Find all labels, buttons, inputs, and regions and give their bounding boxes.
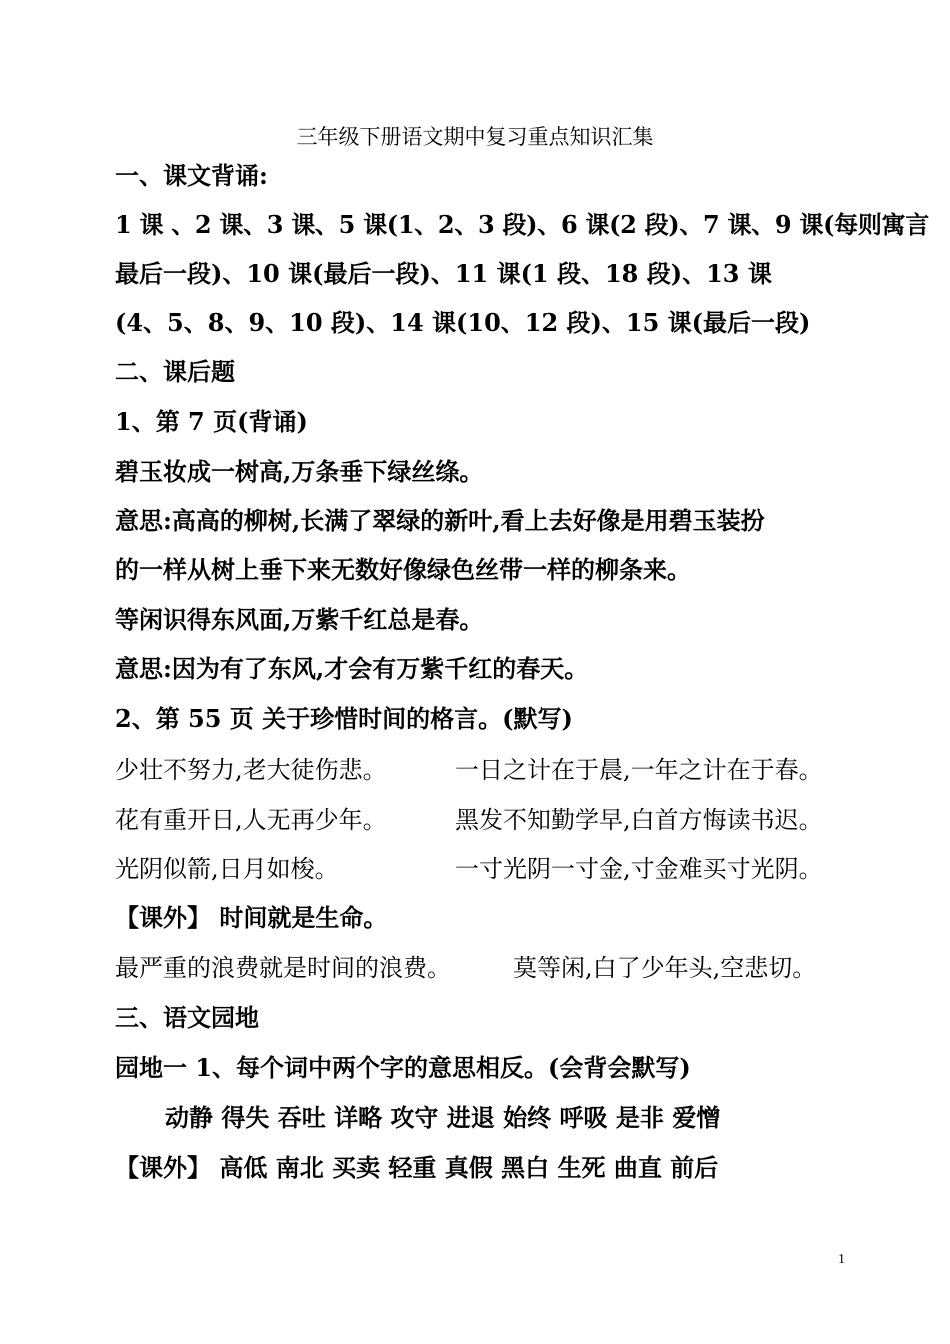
antonym-words: 动静 得失 吞吐 详略 攻守 进退 始终 呼吸 是非 爱憎	[165, 1103, 721, 1132]
recite-line-3: (4、5、8、9、10 段)、14 课(10、12 段)、15 课(最后一段)	[115, 308, 811, 337]
item1-heading: 1、第 7 页(背诵)	[115, 407, 308, 436]
page-title: 三年级下册语文期中复习重点知识汇集	[296, 125, 654, 149]
poem-line-1: 碧玉妆成一树高,万条垂下绿丝绦。	[115, 457, 484, 486]
motto-row-4	[115, 952, 817, 984]
extra-label: 【课外】	[115, 903, 211, 932]
meaning-line-2: 的一样从树上垂下来无数好像绿色丝带一样的柳条来。	[115, 555, 691, 584]
meaning-line-1: 意思:高高的柳树,长满了翠绿的新叶,看上去好像是用碧玉装扮	[115, 506, 765, 535]
section2-heading: 二、课后题	[115, 357, 235, 386]
extra-words: 高低 南北 买卖 轻重 真假 黑白 生死 曲直 前后	[211, 1153, 719, 1182]
extra-text: 时间就是生命。	[211, 903, 388, 932]
motto-row-3	[115, 853, 823, 885]
meaning-line-3: 意思:因为有了东风,才会有万紫千红的春天。	[115, 654, 589, 683]
recite-line-1: 1 课 、2 课、3 课、5 课(1、2、3 段)、6 课(2 段)、7 课、9 课(每则寓言	[115, 210, 929, 239]
section1-heading: 一、课文背诵:	[115, 161, 268, 190]
extra-motto-line	[115, 902, 387, 934]
motto-row-1	[115, 754, 823, 786]
extra-label: 【课外】	[115, 1153, 211, 1182]
page-number: 1	[838, 1252, 845, 1267]
motto-left: 花有重开日,人无再少年。	[115, 806, 387, 834]
motto-right: 莫等闲,白了少年头,空悲切。	[513, 954, 817, 982]
motto-right: 一日之计在于晨,一年之计在于春。	[455, 756, 823, 784]
motto-left: 最严重的浪费就是时间的浪费。	[115, 954, 451, 982]
extra-words-line	[115, 1152, 718, 1184]
recite-line-2: 最后一段)、10 课(最后一段)、11 课(1 段、18 段)、13 课	[115, 259, 772, 288]
item2-heading: 2、第 55 页 关于珍惜时间的格言。(默写)	[115, 704, 573, 733]
motto-left: 光阴似箭,日月如梭。	[115, 855, 339, 883]
garden1-line: 园地一 1、每个词中两个字的意思相反。(会背会默写)	[115, 1053, 691, 1082]
motto-right: 黑发不知勤学早,白首方悔读书迟。	[455, 806, 823, 834]
motto-right: 一寸光阴一寸金,寸金难买寸光阴。	[455, 855, 823, 883]
motto-left: 少壮不努力,老大徒伤悲。	[115, 756, 387, 784]
poem-line-2: 等闲识得东风面,万紫千红总是春。	[115, 605, 484, 634]
motto-row-2	[115, 804, 823, 836]
section3-heading: 三、语文园地	[115, 1003, 259, 1032]
